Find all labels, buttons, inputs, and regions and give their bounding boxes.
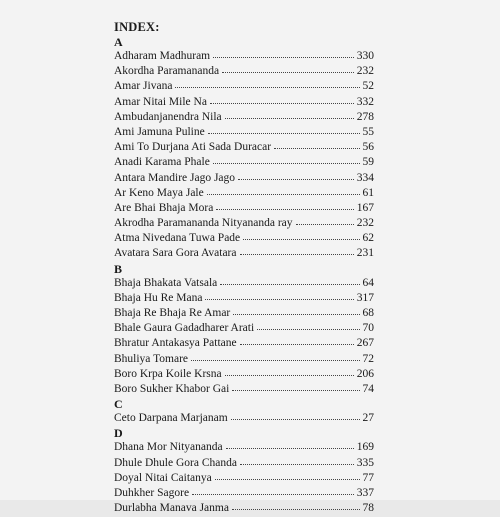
index-entry [114, 276, 374, 291]
entry-page-number: 335 [356, 456, 374, 469]
entry-title: Anadi Karama Phale [114, 156, 210, 169]
entry-page-number: 330 [356, 50, 374, 62]
entry-page-number: 231 [356, 247, 374, 260]
entry-page-number: 56 [362, 141, 374, 154]
entry-title: Dhana Mor Nityananda [114, 441, 223, 454]
dot-leader [296, 215, 354, 225]
index-entry [114, 367, 374, 382]
index-entry [114, 501, 374, 516]
entry-page-number: 78 [362, 502, 374, 515]
index-section [114, 427, 374, 516]
entry-title: Ami Jamuna Puline [114, 125, 205, 138]
entry-page-number: 332 [356, 95, 374, 108]
entry-title: Bhaja Re Bhaja Re Amar [114, 307, 231, 319]
index-entry [114, 291, 374, 306]
entry-page-number: 278 [356, 110, 374, 123]
index-entry [114, 171, 374, 186]
entry-page-number: 74 [362, 382, 374, 395]
index-entry [114, 155, 374, 170]
section-letter: C [114, 397, 123, 412]
entry-title: Atma Nivedana Tuwa Pade [114, 232, 241, 245]
entry-title: Amar Nitai Mile Na [114, 95, 207, 108]
index-entry [114, 201, 374, 216]
section-letter: D [114, 426, 123, 441]
entry-page-number: 61 [362, 186, 374, 199]
dot-leader [240, 455, 354, 465]
dot-leader [213, 154, 360, 164]
dot-leader [274, 139, 359, 149]
index-entry [114, 95, 374, 110]
entry-title: Akordha Paramananda [114, 65, 220, 78]
entry-page-number: 169 [356, 441, 374, 454]
index-entry [114, 110, 374, 125]
index-sections [114, 36, 374, 516]
dot-leader [207, 185, 360, 195]
index-entry [114, 231, 374, 246]
index-entry [114, 486, 374, 501]
index-section [114, 263, 374, 398]
index-entry [114, 64, 374, 79]
index-entry [114, 125, 374, 140]
dot-leader [225, 109, 354, 119]
entry-title: Durlabha Manava Janma [114, 502, 229, 515]
index-entry [114, 140, 374, 155]
entry-title: Avatara Sara Gora Avatara [114, 247, 237, 260]
entry-page-number: 167 [356, 201, 374, 214]
dot-leader [175, 78, 359, 88]
index-entry [114, 456, 374, 471]
dot-leader [215, 470, 360, 480]
entry-page-number: 232 [356, 217, 374, 230]
entry-page-number: 52 [362, 80, 374, 93]
entry-title: Adharam Madhuram [114, 50, 211, 62]
index-heading: INDEX: [114, 20, 160, 34]
dot-leader [257, 320, 359, 330]
index-entry [114, 321, 374, 336]
entry-page-number: 27 [362, 412, 374, 425]
entry-title: Bhuliya Tomare [114, 352, 189, 365]
dot-leader [216, 200, 353, 210]
dot-leader [222, 63, 354, 73]
index-section [114, 36, 374, 262]
entry-title: Akrodha Paramananda Nityananda ray [114, 217, 293, 230]
index-section [114, 398, 374, 426]
dot-leader [210, 94, 354, 104]
entry-page-number: 64 [362, 276, 374, 289]
dot-leader [226, 439, 354, 449]
entry-page-number: 206 [356, 367, 374, 380]
index-entry [114, 382, 374, 397]
entry-page-number: 334 [356, 171, 374, 184]
index-entry [114, 440, 374, 455]
section-letter: B [114, 261, 123, 276]
entry-title: Ami To Durjana Ati Sada Duracar [114, 141, 272, 154]
entry-page-number: 72 [362, 352, 374, 365]
entry-title: Bhaja Hu Re Mana [114, 291, 203, 304]
entry-page-number: 62 [362, 232, 374, 245]
dot-leader [243, 230, 359, 240]
dot-leader [191, 351, 359, 361]
index-entry [114, 216, 374, 231]
entry-title: Boro Krpa Koile Krsna [114, 367, 222, 380]
entry-title: Boro Sukher Khabor Gai [114, 382, 230, 395]
entry-page-number: 55 [362, 125, 374, 138]
dot-leader [232, 500, 360, 510]
dot-leader [205, 290, 353, 300]
index-content [114, 20, 374, 517]
entry-title: Dhule Dhule Gora Chanda [114, 456, 237, 469]
dot-leader [192, 485, 354, 495]
index-entry [114, 336, 374, 351]
entry-title: Amar Jivana [114, 80, 173, 93]
entry-page-number: 68 [362, 307, 374, 319]
index-entry [114, 186, 374, 201]
entry-title: Ambudanjanendra Nila [114, 110, 222, 123]
entry-page-number: 317 [356, 291, 374, 304]
dot-leader [240, 245, 354, 255]
dot-leader [231, 410, 360, 420]
entry-page-number: 337 [356, 486, 374, 499]
entry-title: Ar Keno Maya Jale [114, 186, 204, 199]
entry-page-number: 232 [356, 65, 374, 78]
entry-title: Bhaja Bhakata Vatsala [114, 276, 218, 289]
index-entry [114, 352, 374, 367]
dot-leader [240, 335, 354, 345]
entry-page-number: 59 [362, 156, 374, 169]
entry-title: Are Bhai Bhaja Mora [114, 201, 214, 214]
dot-leader [213, 48, 354, 58]
entry-title: Antara Mandire Jago Jago [114, 171, 236, 184]
entry-title: Ceto Darpana Marjanam [114, 412, 228, 425]
entry-page-number: 77 [362, 471, 374, 484]
index-entry [114, 471, 374, 486]
entry-page-number: 70 [362, 322, 374, 335]
dot-leader [220, 275, 359, 285]
entry-title: Duhkher Sagore [114, 486, 190, 499]
dot-leader [225, 366, 354, 376]
index-entry [114, 79, 374, 94]
index-entry [114, 49, 374, 64]
entry-title: Doyal Nitai Caitanya [114, 471, 212, 484]
entry-title: Bhale Gaura Gadadharer Arati [114, 322, 255, 335]
section-letter: A [114, 35, 123, 49]
index-entry [114, 246, 374, 261]
index-entry [114, 306, 374, 321]
dot-leader [233, 305, 359, 315]
entry-page-number: 267 [356, 337, 374, 350]
dot-leader [208, 124, 360, 134]
dot-leader [232, 381, 359, 391]
entry-title: Bhratur Antakasya Pattane [114, 337, 237, 350]
dot-leader [238, 170, 354, 180]
index-entry [114, 411, 374, 426]
